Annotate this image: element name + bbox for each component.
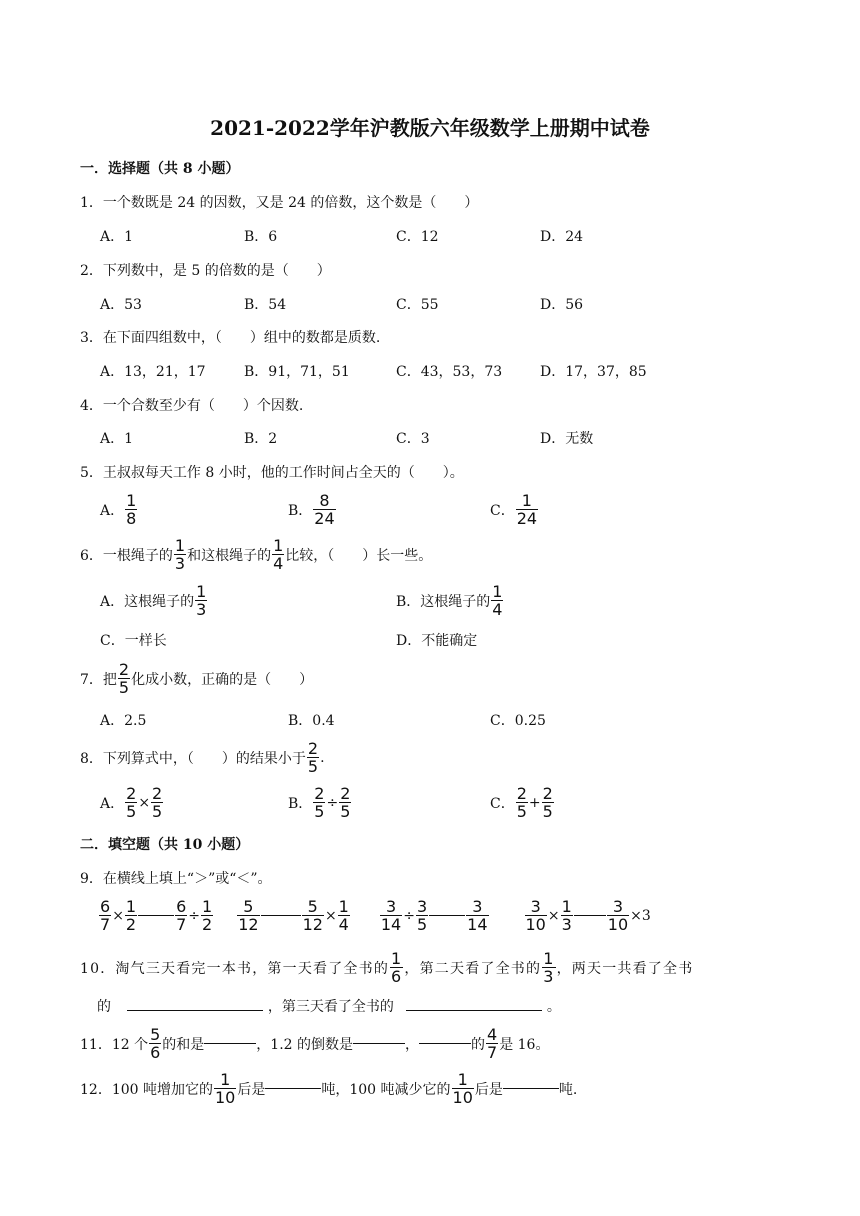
q6-option-a: A．这根绳子的 1 3 [100,582,207,619]
fraction: 1 10 [452,1070,473,1107]
fraction: 1 24 [516,491,538,528]
option-label: C． [490,502,515,519]
answer-blank[interactable] [138,915,174,916]
answer-blank[interactable] [574,915,606,916]
question-5-stem: 5．王叔叔每天工作 8 小时，他的工作时间占全天的（ ）。 [80,465,464,481]
question-7-stem: 7．把 2 5 化成小数，正确的是（ ） [80,660,314,697]
fraction: $\frac{1}{3}$ [561,897,572,934]
q4-option-a: A．1 [100,431,134,447]
answer-blank[interactable] [419,1043,471,1044]
fraction: 5 6 [150,1025,161,1062]
q4-option-d: D．无数 [540,431,594,447]
fraction: $\frac{2}{5}$ [126,784,137,821]
fraction: $\frac{1}{4}$ [338,897,349,934]
question-2-stem: 2．下列数中，是 5 的倍数的是（ ） [80,263,331,279]
q4-option-b: B．2 [244,431,278,447]
question-3-stem: 3．在下面四组数中，（ ）组中的数都是质数. [80,330,381,346]
q3-option-c: C．43，53，73 [396,364,503,380]
q2-option-d: D．56 [540,297,584,313]
question-10-line2: 的 ，第三天看了全书的 。 [97,999,561,1015]
q9-comparisons: $\frac{6}{7}$ × $\frac{1}{2}$ $\frac{6}{7}$ ÷ $\frac{1}{2}$ 5 12 $\frac{5}{12}$ × $\frac{1}{4}$ $\frac{3}{14}$ ÷ $\frac{3}{5}$ 3 14 $\frac{3}{10}$ × $\frac{1}{3}$ $\frac{3}{10}$ ×3 [100,897,651,934]
q7-option-a: A．2.5 [100,713,147,729]
q8-option-b: B． $\frac{2}{5}$ ÷ $\frac{2}{5}$ [288,784,351,821]
question-6-stem: 6．一根绳子的 1 3 和这根绳子的 1 4 比较，（ ）长一些。 [80,536,433,573]
answer-blank[interactable] [127,1010,263,1011]
section-heading-choice: 一．选择题（共 8 小题） [80,161,240,177]
answer-blank[interactable] [265,1088,321,1089]
answer-blank[interactable] [429,915,465,916]
question-4-stem: 4．一个合数至少有（ ）个因数. [80,398,304,414]
fraction: $\frac{2}{5}$ [314,784,325,821]
fraction: 2 5 [516,784,527,821]
fraction: 1 10 [215,1070,236,1107]
q1-option-c: C．12 [396,229,439,245]
q3-option-b: B．91，71，51 [244,364,350,380]
question-12-stem: 12．100 吨增加它的 1 10 后是 吨，100 吨减少它的 1 10 后是 吨. [80,1070,578,1107]
section-heading-fill: 二．填空题（共 10 小题） [80,837,250,853]
q7-option-b: B．0.4 [288,713,335,729]
q8-option-a: A． $\frac{2}{5}$ × $\frac{2}{5}$ [100,784,163,821]
fraction: $\frac{3}{5}$ [416,897,428,934]
fraction: 1 6 [391,949,403,986]
answer-blank[interactable] [503,1088,559,1089]
q1-option-d: D．24 [540,229,584,245]
fraction: 4 7 [487,1025,498,1062]
q1-option-a: A．1 [100,229,134,245]
q7-option-c: C．0.25 [490,713,546,729]
fraction: $\frac{3}{10}$ [607,897,629,934]
option-label: A． [100,502,125,519]
fraction: $\frac{6}{7}$ [176,897,187,934]
q2-option-c: C．55 [396,297,439,313]
fraction: 1 8 [126,491,137,528]
answer-blank[interactable] [204,1043,256,1044]
fraction: $\frac{1}{2}$ [202,897,213,934]
fraction: 1 3 [196,582,207,619]
fraction: 5 12 [238,897,259,934]
q5-option-a [100,492,138,527]
fraction: $\frac{1}{2}$ [125,897,137,934]
q6-option-c: C．一样长 [100,633,167,649]
fraction: 2 5 [118,660,130,697]
question-11-stem: 11．12 个 5 6 的和是 ，1.2 的倒数是 ， 的 4 7 是 16。 [80,1025,550,1062]
fraction: $\frac{3}{10}$ [525,897,546,934]
fraction: 1 4 [492,582,503,619]
q4-option-c: C．3 [396,431,430,447]
q6-option-b: B．这根绳子的 1 4 [396,582,503,619]
q3-option-a: A．13，21，17 [100,364,206,380]
q6-option-d: D．不能确定 [396,633,478,649]
fraction: 2 5 [307,739,319,776]
q3-option-d: D．17，37，85 [540,364,647,380]
page-title: 2021-2022学年沪教版六年级数学上册期中试卷 [210,116,650,140]
option-label: B． [288,502,313,519]
fraction: $\frac{2}{5}$ [152,784,163,821]
answer-blank[interactable] [353,1043,405,1044]
q5-option-c [490,492,539,527]
question-8-stem: 8．下列算式中，（ ）的结果小于 2 5 . [80,739,325,776]
q8-option-c: C． 2 5 + $\frac{2}{5}$ [490,784,553,821]
fraction: 8 24 [314,491,335,528]
question-9-stem: 9．在横线上填上“＞”或“＜”。 [80,871,272,887]
q1-option-b: B．6 [244,229,278,245]
fraction: 1 4 [273,536,284,573]
fraction: 3 14 [467,897,488,934]
fraction: 1 3 [543,949,555,986]
fraction: 1 3 [174,536,186,573]
fraction: $\frac{3}{14}$ [380,897,402,934]
fraction: $\frac{2}{5}$ [542,784,553,821]
q5-option-b [288,492,337,527]
question-1-stem: 1．一个数既是 24 的因数，又是 24 的倍数，这个数是（ ） [80,195,479,211]
q2-option-b: B．54 [244,297,287,313]
fraction: $\frac{6}{7}$ [100,897,111,934]
answer-blank[interactable] [261,915,301,916]
fraction: $\frac{5}{12}$ [302,897,323,934]
question-10-stem: 10．淘气三天看完一本书，第一天看了全书的 1 6 ，第二天看了全书的 1 3 ，两天一共看了全书 [80,949,694,986]
fraction: $\frac{2}{5}$ [340,784,351,821]
q2-option-a: A．53 [100,297,142,313]
answer-blank[interactable] [406,1010,542,1011]
